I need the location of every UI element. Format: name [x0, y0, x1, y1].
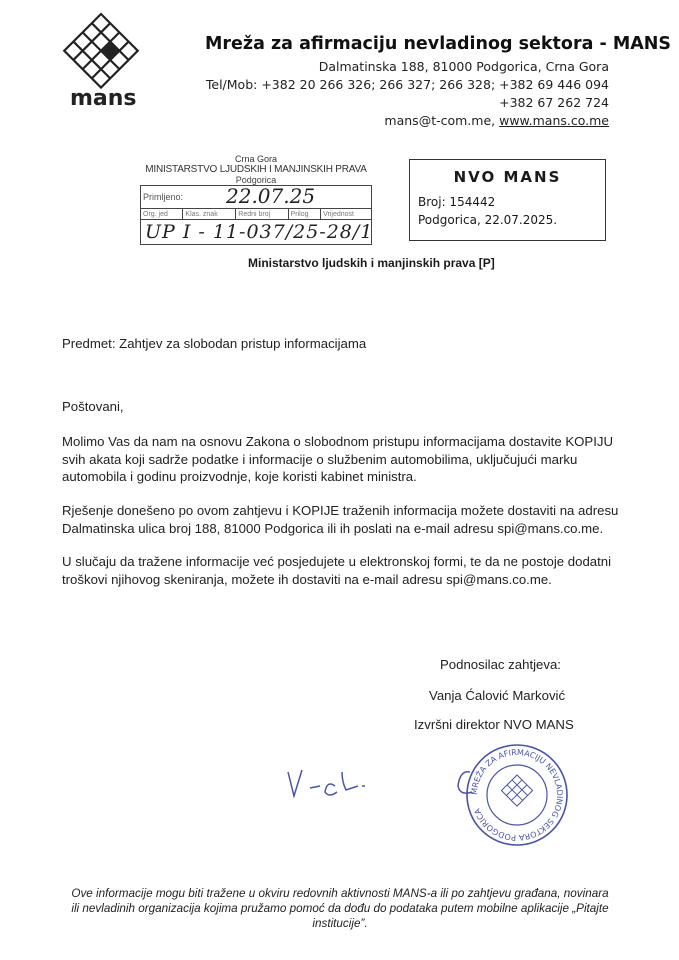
signature-label: Podnosilac zahtjeva: — [440, 657, 561, 672]
footer-note: Ove informacije mogu biti tražene u okviru redovnih aktivnosti MANS-a ili po zahtjevu građana, novinara ili nevladinih organizacija kojima pružamo pomoć da dođu do podataka putem mobilne aplikacije „Pitajte institucije”. — [71, 887, 609, 930]
col-redni: Redni broj — [236, 209, 288, 220]
website-link[interactable]: www.mans.co.me — [499, 113, 609, 128]
col-klas: Klas. znak — [183, 209, 236, 220]
org-address — [206, 58, 609, 130]
reception-stamp — [140, 154, 372, 245]
phone-line-1: Tel/Mob: +382 20 266 326; 266 327; 266 328; +382 69 446 094 — [205, 77, 609, 92]
organization-seal-icon — [462, 740, 572, 850]
col-prilog: Prilog — [288, 209, 320, 220]
email[interactable]: mans@t-com.me — [384, 113, 492, 128]
paragraph-2: Rješenje donešeno po ovom zahtjevu i KOPIJE traženih informacija možete dostaviti na adresu Dalmatinska ulica broj 188, 81000 Podgorica ili ih poslati na e-mail adresu spi@mans.co.me. — [62, 503, 619, 536]
recipient: Ministarstvo ljudskih i manjinskih prava [P] — [248, 256, 495, 270]
ngo-title: NVO MANS — [453, 168, 562, 186]
org-name: Mreža za afirmaciju nevladinog sektora - MANS — [205, 34, 672, 54]
col-org: Org. jed — [141, 209, 183, 220]
signer-name: Vanja Ćalović Marković — [429, 688, 566, 703]
ngo-reference-box — [409, 159, 606, 241]
received-label: Primljeno: — [143, 192, 184, 202]
logo-text: mans — [70, 86, 137, 111]
address: Dalmatinska 188, 81000 Podgorica, Crna Gora — [318, 59, 609, 74]
seal-text: MREŽA ZA AFIRMACIJU NEVLADINOG SEKTORA PODGORICA — [469, 747, 565, 843]
stamp-city: Podgorica — [235, 175, 277, 185]
logo-grid-icon — [62, 12, 140, 92]
greeting: Poštovani, — [62, 399, 124, 414]
subject: Predmet: Zahtjev za slobodan pristup informacijama — [62, 336, 367, 351]
paragraph-1: Molimo Vas da nam na osnovu Zakona o slobodnom pristupu informacijama dostavite KOPIJU svih akata koji sadrže podatke i informacije o službenim automobilima, uključujući marku automobila i godinu proizvodnje, koje koristi kabinet ministra. — [62, 434, 613, 484]
separator: , — [491, 113, 500, 128]
handwritten-reference: UP I - 11-037/25-28/1 — [145, 221, 374, 243]
signer-title: Izvršni direktor NVO MANS — [414, 717, 574, 732]
place-date: Podgorica, 22.07.2025. — [418, 213, 558, 227]
mans-logo — [62, 12, 140, 96]
col-vrijednost: Vrijednost — [321, 209, 372, 220]
received-date: 22.07.25 — [226, 184, 316, 208]
paragraph-3: U slučaju da tražene informacije već posjedujete u elektronskoj formi, te da ne postoje dodatni troškovi njihovog skeniranja, možete ih dostaviti na e-mail adresu spi@mans.co.me. — [62, 554, 612, 587]
reference-number: Broj: 154442 — [418, 195, 496, 209]
stamp-country: Crna Gora — [234, 154, 278, 164]
contact-line — [206, 112, 609, 130]
phone-line-2: +382 67 262 724 — [499, 95, 609, 110]
stamp-ministry: MINISTARSTVO LJUDSKIH I MANJINSKIH PRAVA — [145, 164, 367, 175]
stamp-table — [140, 185, 372, 245]
